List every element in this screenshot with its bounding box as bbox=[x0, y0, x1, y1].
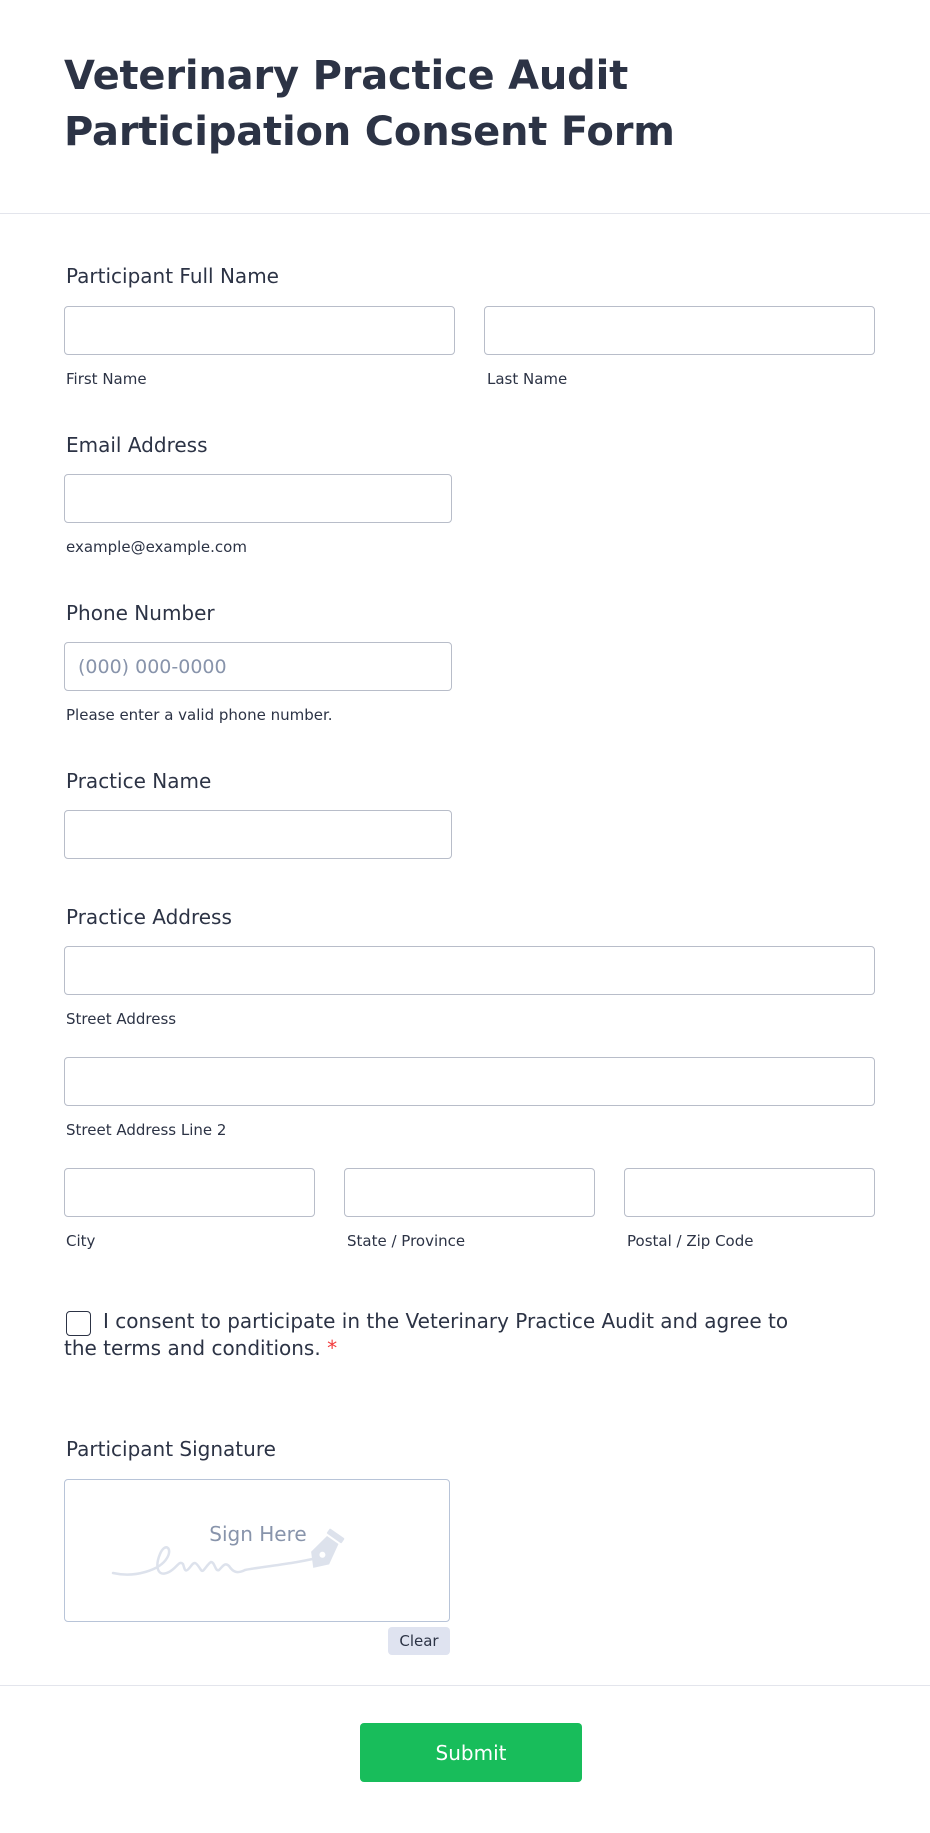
street-address-line2-sublabel: Street Address Line 2 bbox=[66, 1121, 227, 1139]
pen-icon bbox=[105, 1520, 405, 1590]
first-name-sublabel: First Name bbox=[66, 370, 147, 388]
signature-placeholder: Sign Here bbox=[209, 1522, 307, 1546]
phone-input[interactable] bbox=[64, 642, 452, 691]
last-name-input[interactable] bbox=[484, 306, 875, 355]
submit-button[interactable]: Submit bbox=[360, 1723, 582, 1782]
city-input[interactable] bbox=[64, 1168, 315, 1217]
phone-sublabel: Please enter a valid phone number. bbox=[66, 706, 333, 724]
practice-name-input[interactable] bbox=[64, 810, 452, 859]
footer-divider bbox=[0, 1685, 930, 1686]
signature-label: Participant Signature bbox=[66, 1437, 276, 1461]
street-address-sublabel: Street Address bbox=[66, 1010, 177, 1028]
postal-code-input[interactable] bbox=[624, 1168, 875, 1217]
practice-address-label: Practice Address bbox=[66, 905, 232, 929]
street-address-input[interactable] bbox=[64, 946, 875, 995]
clear-signature-button[interactable]: Clear bbox=[388, 1627, 450, 1655]
signature-pad[interactable] bbox=[64, 1479, 450, 1622]
first-name-input[interactable] bbox=[64, 306, 455, 355]
state-input[interactable] bbox=[344, 1168, 595, 1217]
form-title: Veterinary Practice Audit Participation Consent Form bbox=[64, 53, 675, 155]
full-name-label: Participant Full Name bbox=[66, 264, 279, 288]
email-input[interactable] bbox=[64, 474, 452, 523]
practice-name-label: Practice Name bbox=[66, 769, 212, 793]
email-sublabel: example@example.com bbox=[66, 538, 247, 556]
last-name-sublabel: Last Name bbox=[487, 370, 568, 388]
email-label: Email Address bbox=[66, 433, 208, 457]
consent-label bbox=[64, 1308, 804, 1362]
city-sublabel: City bbox=[66, 1232, 96, 1250]
phone-label: Phone Number bbox=[66, 601, 215, 625]
consent-text: I consent to participate in the Veterinary Practice Audit and agree to the terms and conditions. bbox=[64, 1309, 789, 1360]
state-sublabel: State / Province bbox=[347, 1232, 466, 1250]
postal-code-sublabel: Postal / Zip Code bbox=[627, 1232, 754, 1250]
street-address-line2-input[interactable] bbox=[64, 1057, 875, 1106]
required-mark: * bbox=[327, 1336, 338, 1360]
form-header bbox=[0, 0, 930, 214]
